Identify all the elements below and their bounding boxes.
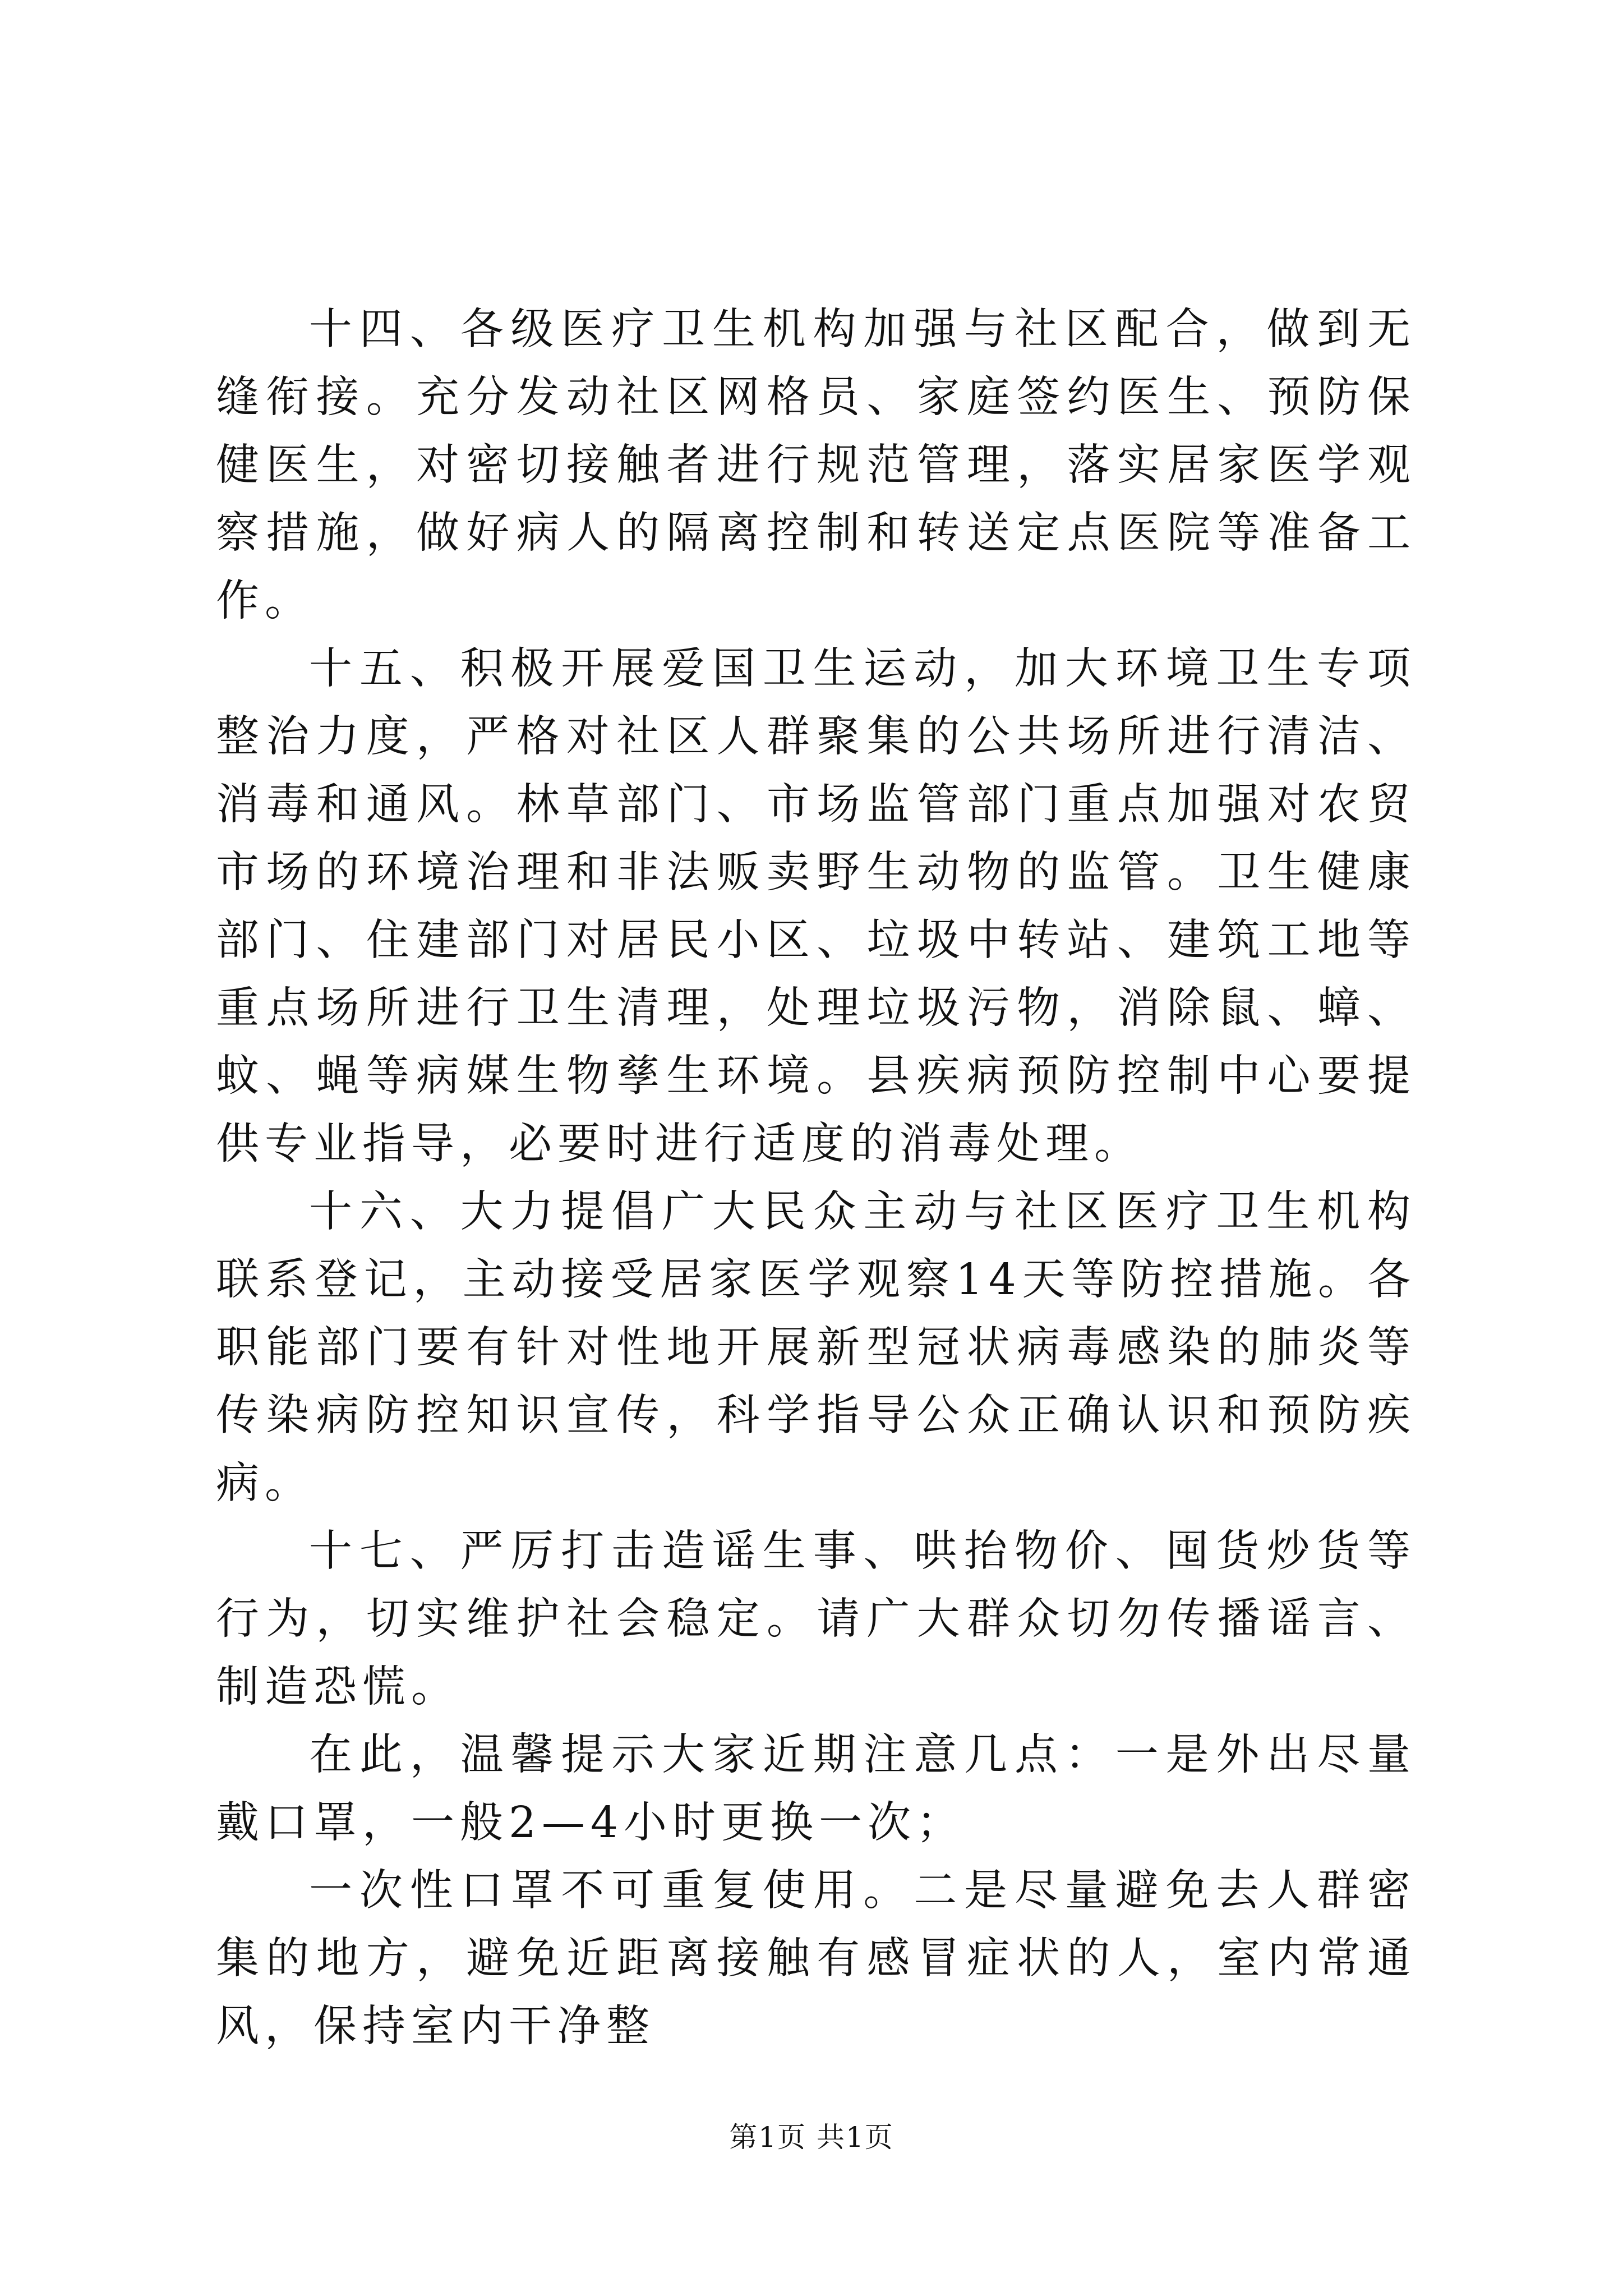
page-footer	[0, 2120, 1623, 2154]
paragraph-14: 十四、各级医疗卫生机构加强与社区配合，做到无缝衔接。充分发动社区网格员、家庭签约医生、预防保健医生，对密切接触者进行规范管理，落实居家医学观察措施，做好病人的隔离控制和转送定点医院等准备工作。	[216, 305, 1416, 626]
paragraph-reminder: 在此，温馨提示大家近期注意几点：一是外出尽量戴口罩，一般2—4小时更换一次；	[216, 1730, 1416, 1848]
paragraph-17: 十七、严厉打击造谣生事、哄抬物价、囤货炒货等行为，切实维护社会稳定。请广大群众切勿传播谣言、制造恐慌。	[216, 1526, 1416, 1712]
document-body	[216, 296, 1416, 2060]
paragraph-reminder-continued: 一次性口罩不可重复使用。二是尽量避免去人群密集的地方，避免近距离接触有感冒症状的人，室内常通风，保持室内干净整	[216, 1866, 1416, 2051]
paragraph-15: 十五、积极开展爱国卫生运动，加大环境卫生专项整治力度，严格对社区人群聚集的公共场所进行清洁、消毒和通风。林草部门、市场监管部门重点加强对农贸市场的环境治理和非法贩卖野生动物的监管。卫生健康部门、住建部门对居民小区、垃圾中转站、建筑工地等重点场所进行卫生清理，处理垃圾污物，消除鼠、蟑、蚊、蝇等病媒生物孳生环境。县疾病预防控制中心要提供专业指导，必要时进行适度的消毒处理。	[216, 644, 1416, 1169]
paragraph-16: 十六、大力提倡广大民众主动与社区医疗卫生机构联系登记，主动接受居家医学观察14天等防控措施。各职能部门要有针对性地开展新型冠状病毒感染的肺炎等传染病防控知识宣传，科学指导公众正确认识和预防疾病。	[216, 1187, 1416, 1508]
page-number-label: 第1页 共1页	[729, 2121, 894, 2154]
